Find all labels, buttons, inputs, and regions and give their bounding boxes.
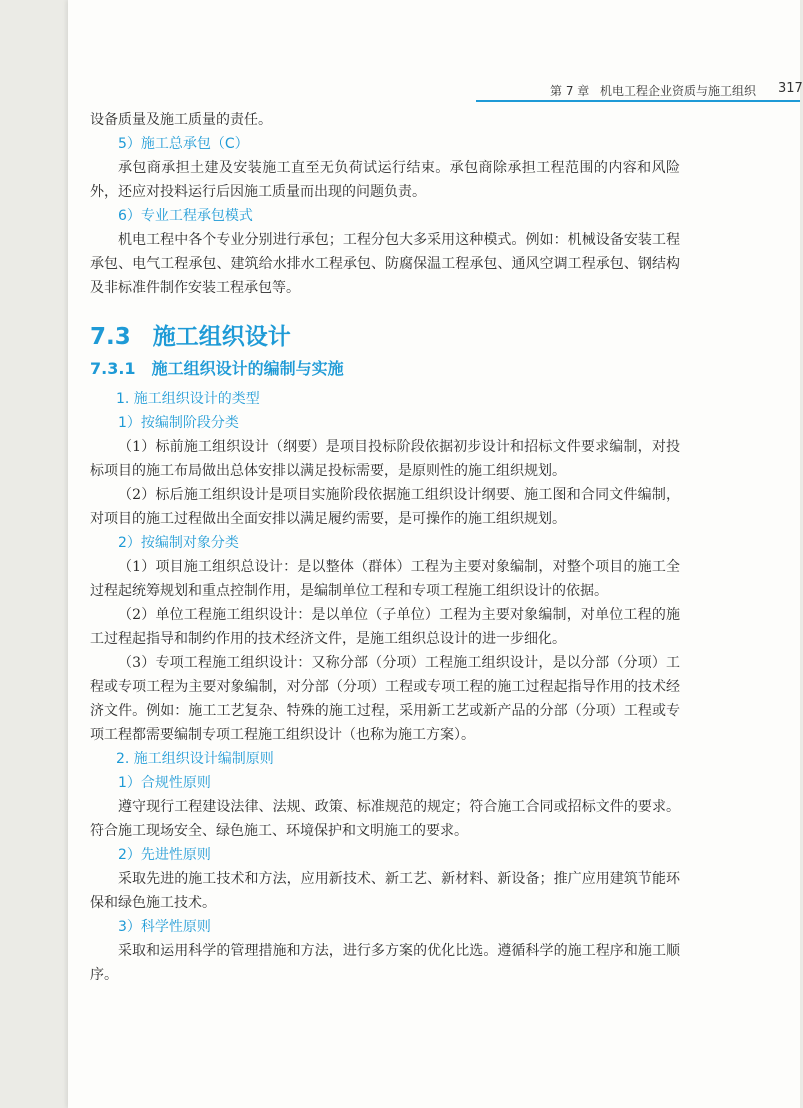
running-header: [476, 80, 803, 104]
section-number: 7.3: [90, 324, 131, 350]
paragraph-general-design: （1）项目施工组织总设计：是以整体（群体）工程为主要对象编制，对整个项目的施工全过程起统筹规划和重点控制作用，是编制单位工程和专项工程施工组织设计的依据。: [90, 559, 680, 599]
heading-by-stage: 1）按编制阶段分类: [118, 415, 239, 431]
header-rule: [476, 100, 800, 102]
heading-specialty-contracting: 6）专业工程承包模式: [118, 208, 253, 224]
heading-general-contracting: 5）施工总承包（C）: [118, 136, 249, 152]
paragraph-general-contracting: 承包商承担土建及安装施工直至无负荷试运行结束。承包商除承担工程范围的内容和风险外，还应对投料运行后因施工质量而出现的问题负责。: [90, 160, 680, 200]
paragraph-continued: 设备质量及施工质量的责任。: [90, 112, 272, 128]
subsection-title: 施工组织设计的编制与实施: [151, 359, 344, 378]
subsection-heading-7-3-1: [90, 356, 344, 379]
chapter-label: 第 7 章: [550, 84, 590, 98]
paragraph-advanced: 采取先进的施工技术和方法，应用新技术、新工艺、新材料、新设备；推广应用建筑节能环保和绿色施工技术。: [90, 871, 680, 911]
heading-compliance: 1）合规性原则: [118, 775, 211, 791]
paragraph-post-bid: （2）标后施工组织设计是项目实施阶段依据施工组织设计纲要、施工图和合同文件编制，对项目的施工过程做出全面安排以满足履约需要，是可操作的施工组织规划。: [90, 487, 680, 527]
paragraph-special-design: （3）专项工程施工组织设计：又称分部（分项）工程施工组织设计，是以分部（分项）工程或专项工程为主要对象编制，对分部（分项）工程或专项工程的施工过程起指导作用的技术经济文件。例如：施工工艺复杂、特殊的施工过程，采用新工艺或新产品的分部（分项）工程或专项工程都需要编制专项工程施工组织设计（也称为施工方案）。: [90, 655, 680, 743]
section-heading-7-3: [90, 318, 291, 351]
paragraph-unit-design: （2）单位工程施工组织设计：是以单位（子单位）工程为主要对象编制，对单位工程的施工过程起指导和制约作用的技术经济文件，是施工组织总设计的进一步细化。: [90, 607, 680, 647]
heading-types: 1. 施工组织设计的类型: [116, 391, 260, 407]
lower-section: [90, 387, 680, 987]
paragraph-specialty-contracting: 机电工程中各个专业分别进行承包；工程分包大多采用这种模式。例如：机械设备安装工程承包、电气工程承包、建筑给水排水工程承包、防腐保温工程承包、通风空调工程承包、钢结构及非标准件制作安装工程承包等。: [90, 232, 680, 296]
heading-principles: 2. 施工组织设计编制原则: [116, 751, 274, 767]
chapter-title: 机电工程企业资质与施工组织: [600, 84, 757, 98]
section-title: 施工组织设计: [152, 324, 291, 350]
page-number: 317: [778, 81, 803, 96]
upper-section: [90, 108, 680, 300]
heading-by-object: 2）按编制对象分类: [118, 535, 239, 551]
heading-advanced: 2）先进性原则: [118, 847, 211, 863]
heading-scientific: 3）科学性原则: [118, 919, 211, 935]
paragraph-pre-bid: （1）标前施工组织设计（纲要）是项目投标阶段依据初步设计和招标文件要求编制，对投标项目的施工布局做出总体安排以满足投标需要，是原则性的施工组织规划。: [90, 439, 680, 479]
subsection-number: 7.3.1: [90, 359, 136, 378]
paragraph-scientific: 采取和运用科学的管理措施和方法，进行多方案的优化比选。遵循科学的施工程序和施工顺序。: [90, 943, 680, 983]
paragraph-compliance: 遵守现行工程建设法律、法规、政策、标准规范的规定；符合施工合同或招标文件的要求。符合施工现场安全、绿色施工、环境保护和文明施工的要求。: [90, 799, 680, 839]
